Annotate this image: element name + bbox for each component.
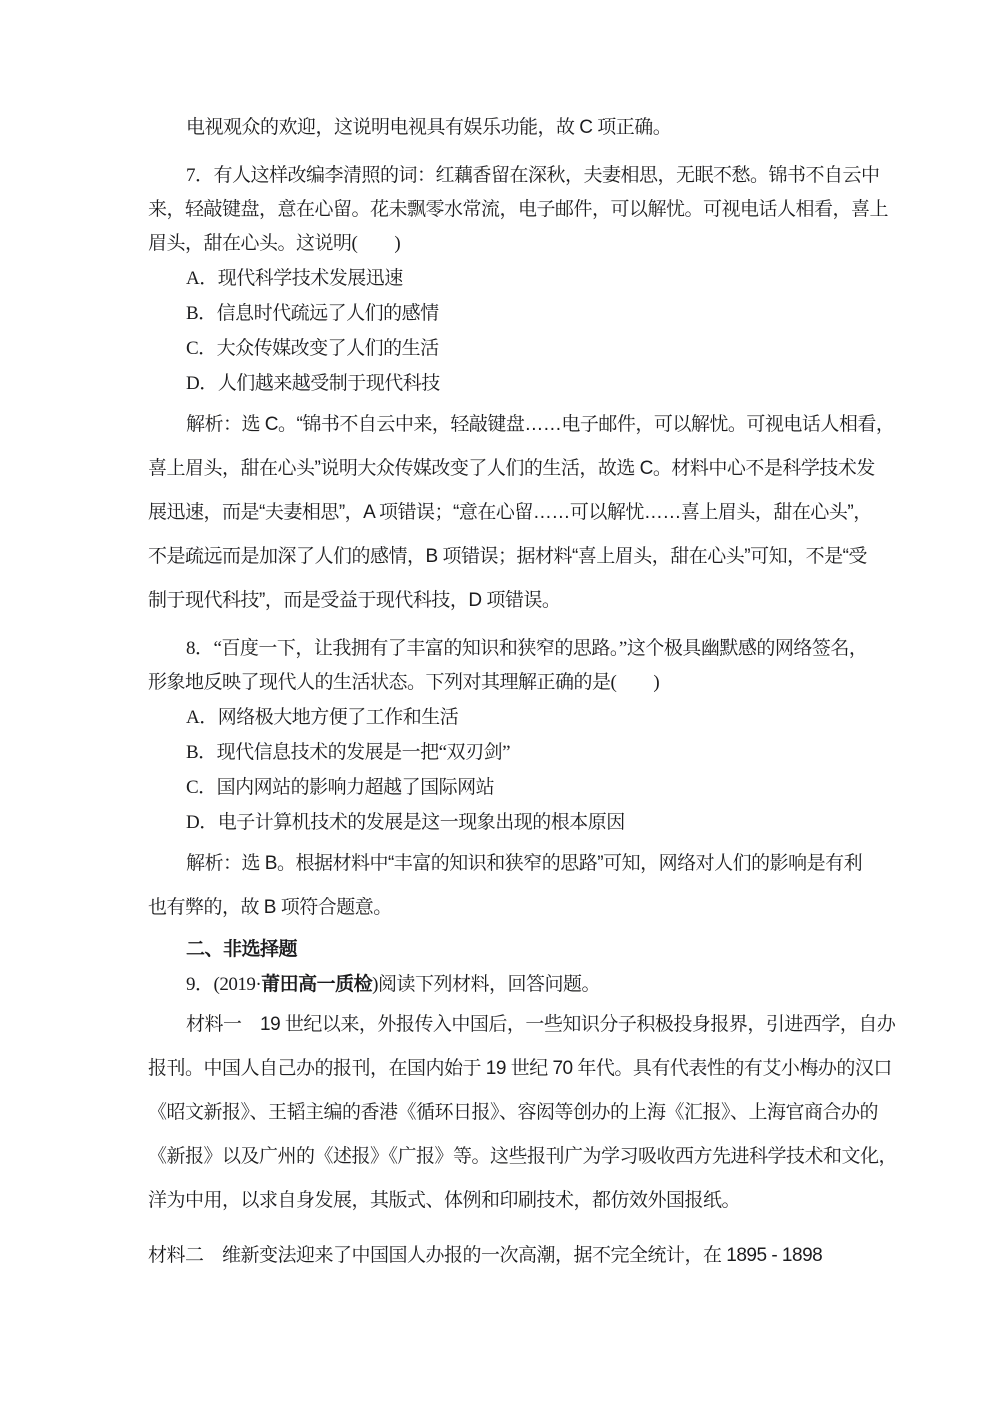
q8-option-b: B．现代信息技术的发展是一把“双刃剑” <box>186 742 511 763</box>
q7-analysis-line-5: 制于现代科技”，而是受益于现代科技，D 项错误。 <box>148 590 561 611</box>
q8-stem-line-2: 形象地反映了现代人的生活状态。下列对其理解正确的是( ) <box>148 672 660 693</box>
material-1-line-4: 《新报》以及广州的《述报》《广报》等。这些报刊广为学习吸收西方先进科学技术和文化， <box>148 1146 898 1167</box>
material-1-line-2: 报刊。中国人自己办的报刊，在国内始于 19 世纪 70 年代。具有代表性的有艾小梅办的汉口 <box>148 1058 892 1079</box>
q8-analysis-line-2: 也有弊的，故 B 项符合题意。 <box>148 897 392 918</box>
section-2-heading: 二、非选择题 <box>186 939 298 960</box>
q8-analysis-line-1: 解析：选 B。根据材料中“丰富的知识和狭窄的思路”可知，网络对人们的影响是有利 <box>186 853 863 874</box>
q8-option-a: A．网络极大地方便了工作和生活 <box>186 707 459 728</box>
q7-analysis-line-2: 喜上眉头，甜在心头”说明大众传媒改变了人们的生活，故选 C。材料中心不是科学技术发 <box>148 458 875 479</box>
q7-analysis-line-3: 展迅速，而是“夫妻相思”，A 项错误；“意在心留……可以解忧……喜上眉头，甜在心头”， <box>148 502 872 523</box>
q7-stem-line-1: 7．有人这样改编李清照的词：红藕香留在深秋，夫妻相思，无眠不愁。锦书不自云中 <box>186 165 880 186</box>
q7-analysis-line-4: 不是疏远而是加深了人们的感情，B 项错误；据材料“喜上眉头，甜在心头”可知，不是“受 <box>148 546 867 567</box>
material-2-line-1: 材料二 维新变法迎来了中国国人办报的一次高潮，据不完全统计，在 1895 - 1898 <box>148 1245 823 1266</box>
q7-option-b: B．信息时代疏远了人们的感情 <box>186 303 439 324</box>
material-1-line-5: 洋为中用，以求自身发展，其版式、体例和印刷技术，都仿效外国报纸。 <box>148 1190 741 1211</box>
text-segment: 莆田高一质检 <box>261 974 373 995</box>
q8-stem-line-1: 8．“百度一下，让我拥有了丰富的知识和狭窄的思路。”这个极具幽默感的网络签名， <box>186 638 868 659</box>
q7-option-a: A．现代科学技术发展迅速 <box>186 268 403 289</box>
q7-analysis-line-1: 解析：选 C。“锦书不自云中来，轻敲键盘……电子邮件，可以解忧。可视电话人相看， <box>186 414 895 435</box>
q7-stem-line-2: 来，轻敲键盘，意在心留。花未飘零水常流，电子邮件，可以解忧。可视电话人相看，喜上 <box>148 199 889 220</box>
q6-analysis-continuation: 电视观众的欢迎，这说明电视具有娱乐功能，故 C 项正确。 <box>186 117 672 138</box>
q7-option-c: C．大众传媒改变了人们的生活 <box>186 338 439 359</box>
q7-option-d: D．人们越来越受制于现代科技 <box>186 373 440 394</box>
material-1-line-1: 材料一 19 世纪以来，外报传入中国后，一些知识分子积极投身报界，引进西学，自办 <box>186 1014 896 1035</box>
text-segment: 9．(2019· <box>186 974 262 995</box>
q8-option-d: D．电子计算机技术的发展是这一现象出现的根本原因 <box>186 812 625 833</box>
q8-option-c: C．国内网站的影响力超越了国际网站 <box>186 777 495 798</box>
material-1-line-3: 《昭文新报》、王韬主编的香港《循环日报》、容闳等创办的上海《汇报》、上海官商合办的 <box>148 1102 879 1123</box>
q7-stem-line-3: 眉头，甜在心头。这说明( ) <box>148 233 401 254</box>
q9-intro <box>148 973 900 997</box>
text-segment: )阅读下列材料，回答问题。 <box>372 974 600 995</box>
